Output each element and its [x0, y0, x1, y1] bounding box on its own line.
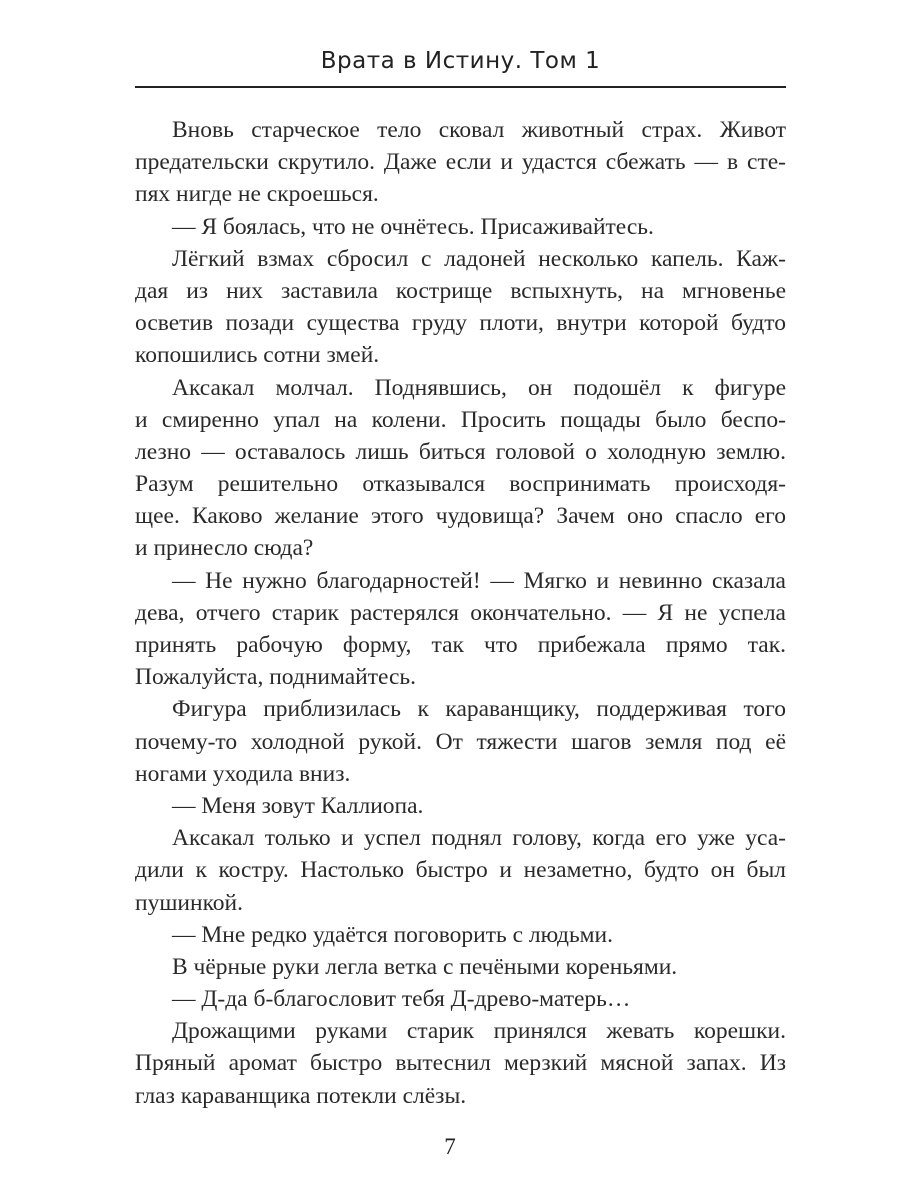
text-line: В чёрные руки легла ветка с печёными кореньями.: [172, 953, 678, 980]
text-line: Лёгкий взмах сбросил с ладоней несколько капель. Каж-: [172, 245, 786, 272]
text-line: почему-то холодной рукой. От тяжести шагов земля под её: [135, 728, 786, 755]
text-line: и смиренно упал на колени. Просить пощады было беспо-: [135, 406, 786, 433]
text-line: щее. Каково желание этого чудовища? Зачем оно спасло его: [135, 503, 786, 530]
text-line: глаз караванщика потекли слёзы.: [135, 1082, 467, 1109]
running-head-title: Врата в Истину. Том 1: [320, 48, 601, 74]
text-line: — Д-да б-благословит тебя Д-древо-матерь…: [172, 986, 631, 1013]
paragraph: [135, 372, 786, 565]
text-line: дева, отчего старик растерялся окончательно. — Я не успела: [135, 599, 786, 626]
paragraph: [135, 790, 786, 822]
paragraph: [135, 243, 786, 372]
paragraph: [135, 211, 786, 243]
text-line: Пряный аромат быстро вытеснил мерзкий мясной запах. Из: [135, 1050, 786, 1077]
paragraph: [135, 1015, 786, 1112]
text-line: — Мне редко удаётся поговорить с людьми.: [172, 921, 613, 948]
paragraph: [135, 693, 786, 790]
text-line: копошились сотни змей.: [135, 342, 380, 369]
text-line: Пожалуйста, поднимайтесь.: [135, 664, 417, 691]
text-line: дили к костру. Настолько быстро и незаметно, будто он был: [135, 857, 786, 884]
text-line: Фигура приблизилась к караванщику, поддерживая того: [172, 696, 786, 723]
text-line: Аксакал молчал. Поднявшись, он подошёл к фигуре: [172, 374, 786, 401]
paragraph: [135, 951, 786, 983]
text-line: и принесло сюда?: [135, 535, 314, 562]
text-line: Разум решительно отказывался воспринимать происходя-: [135, 471, 786, 498]
paragraph: [135, 919, 786, 951]
page-number: 7: [444, 1134, 456, 1159]
text-line: — Не нужно благодарностей! — Мягко и невинно сказала: [172, 567, 786, 594]
text-line: — Я боялась, что не очнётесь. Присаживайтесь.: [172, 213, 654, 240]
paragraph: [135, 983, 786, 1015]
text-line: Дрожащими руками старик принялся жевать корешки.: [172, 1018, 786, 1045]
text-line: предательски скрутило. Даже если и удастся сбежать — в сте-: [135, 149, 786, 176]
paragraph: [135, 822, 786, 919]
text-line: принять рабочую форму, так что прибежала прямо так.: [135, 632, 786, 658]
text-line: лезно — оставалось лишь биться головой о холодную землю.: [135, 438, 786, 465]
text-line: — Меня зовут Каллиопа.: [172, 792, 424, 819]
paragraph: [135, 565, 786, 694]
body-text: [135, 114, 786, 1112]
text-line: пушинкой.: [135, 889, 243, 916]
text-line: пях нигде не скроешься.: [135, 181, 379, 208]
text-line: Аксакал только и успел поднял голову, когда его уже уса-: [172, 825, 786, 852]
text-line: осветив позади существа груду плоти, внутри которой будто: [135, 310, 786, 337]
text-line: ногами уходила вниз.: [135, 760, 351, 787]
header-rule-divider: [135, 86, 786, 88]
text-line: дая из них заставила кострище вспыхнуть, на мгновенье: [135, 277, 786, 304]
text-line: Вновь старческое тело сковал животный страх. Живот: [172, 117, 786, 143]
paragraph: [135, 114, 786, 211]
